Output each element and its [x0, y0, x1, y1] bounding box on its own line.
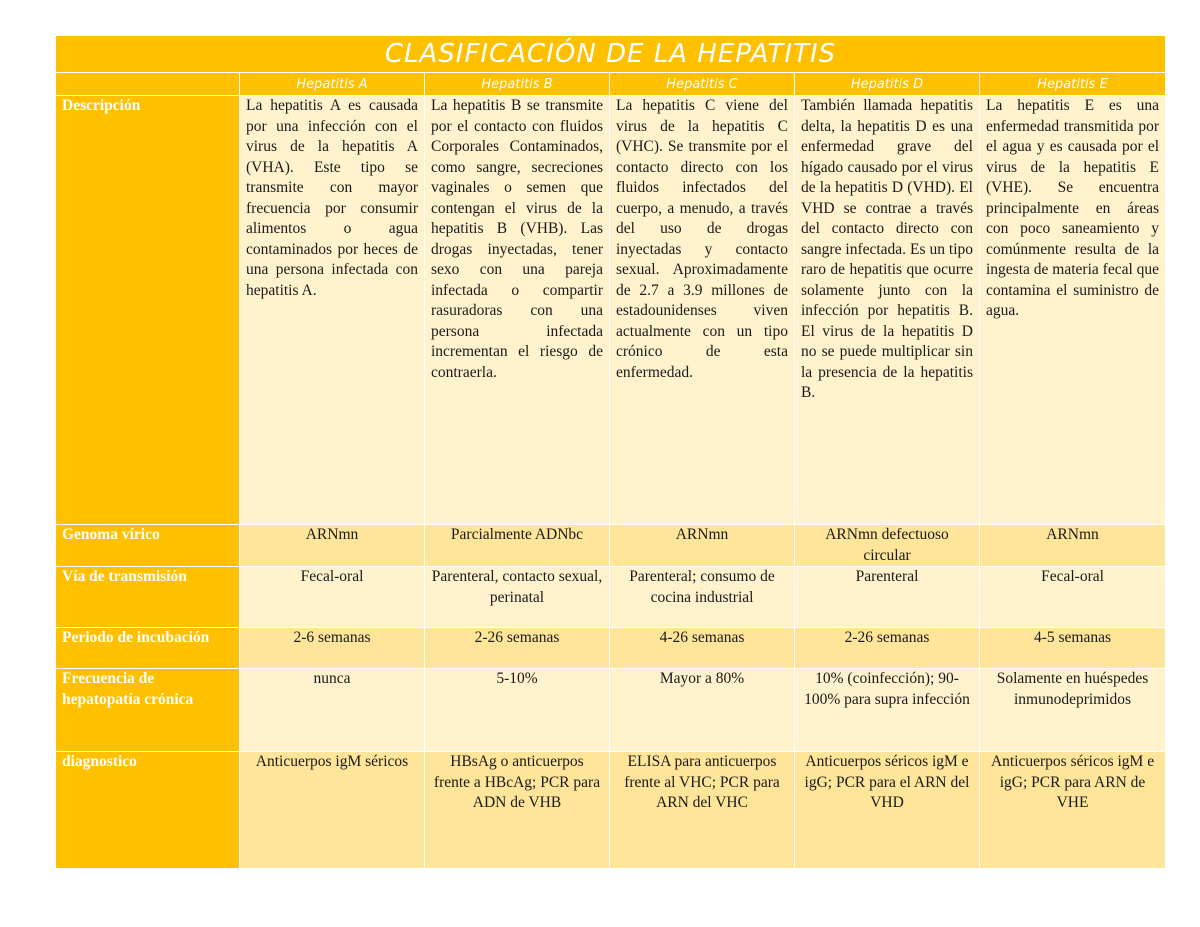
document-page	[55, 35, 1165, 869]
cell-diagnostico-a: Anticuerpos igM séricos	[240, 752, 425, 869]
cell-descripcion-d: También llamada hepatitis delta, la hepatitis D es una enfermedad grave del hígado causado por el virus de la hepatitis D (VHD). El VHD se contrae a través del contacto directo con sangre infectada. Es un tipo raro de hepatitis que ocurre solamente junto con la infección por hepatitis B. El virus de la hepatitis D no se puede multiplicar sin la presencia de la hepatitis B.	[795, 96, 980, 525]
cell-periodo-a: 2-6 semanas	[240, 628, 425, 669]
column-header-hepatitis-d	[795, 73, 980, 96]
cell-diagnostico-e: Anticuerpos séricos igM e igG; PCR para ARN de VHE	[980, 752, 1166, 869]
column-header-label: Hepatitis A	[296, 76, 368, 92]
column-header-label: Hepatitis E	[1037, 76, 1108, 92]
table-title: CLASIFICACIÓN DE LA HEPATITIS	[384, 39, 837, 69]
table-row-diagnostico	[56, 752, 1166, 869]
row-header-via: Vía de transmisión	[56, 567, 240, 628]
column-header-hepatitis-b	[425, 73, 610, 96]
cell-descripcion-a: La hepatitis A es causada por una infección con el virus de la hepatitis A (VHA). Este tipo se transmite con mayor frecuencia por consumir alimentos o agua contaminados por heces de una persona infectada con hepatitis A.	[240, 96, 425, 525]
cell-via-b: Parenteral, contacto sexual, perinatal	[425, 567, 610, 628]
column-header-label: Hepatitis C	[666, 76, 738, 92]
cell-genoma-e: ARNmn	[980, 525, 1166, 567]
row-header-descripcion: Descripción	[56, 96, 240, 525]
column-header-row	[56, 73, 1166, 96]
table-row-descripcion	[56, 96, 1166, 525]
column-header-hepatitis-a	[240, 73, 425, 96]
row-header-genoma: Genoma vírico	[56, 525, 240, 567]
cell-genoma-a: ARNmn	[240, 525, 425, 567]
cell-diagnostico-d: Anticuerpos séricos igM e igG; PCR para el ARN del VHD	[795, 752, 980, 869]
cell-descripcion-e: La hepatitis E es una enfermedad transmitida por el agua y es causada por el virus de la hepatitis E (VHE). Se encuentra principalmente en áreas con poco saneamiento y comúnmente resulta de la ingesta de materia fecal que contamina el suministro de agua.	[980, 96, 1166, 525]
cell-via-e: Fecal-oral	[980, 567, 1166, 628]
cell-frecuencia-a: nunca	[240, 669, 425, 752]
cell-periodo-c: 4-26 semanas	[610, 628, 795, 669]
table-row-via	[56, 567, 1166, 628]
table-row-frecuencia	[56, 669, 1166, 752]
cell-via-d: Parenteral	[795, 567, 980, 628]
cell-via-a: Fecal-oral	[240, 567, 425, 628]
row-header-frecuencia: Frecuencia de hepatopatía crónica	[56, 669, 240, 752]
table-row-periodo	[56, 628, 1166, 669]
cell-diagnostico-c: ELISA para anticuerpos frente al VHC; PCR para ARN del VHC	[610, 752, 795, 869]
cell-frecuencia-b: 5-10%	[425, 669, 610, 752]
column-header-label: Hepatitis D	[850, 76, 924, 92]
cell-via-c: Parenteral; consumo de cocina industrial	[610, 567, 795, 628]
hepatitis-classification-table	[55, 35, 1166, 869]
cell-genoma-d: ARNmn defectuoso circular	[795, 525, 980, 567]
cell-frecuencia-c: Mayor a 80%	[610, 669, 795, 752]
title-row	[56, 36, 1166, 73]
cell-descripcion-b: La hepatitis B se transmite por el contacto con fluidos Corporales Contaminados, como sangre, secreciones vaginales o semen que contengan el virus de la hepatitis B (VHB). Las drogas inyectadas, tener sexo con una pareja infectada o compartir rasuradoras con una persona infectada incrementan el riesgo de contraerla.	[425, 96, 610, 525]
cell-diagnostico-b: HBsAg o anticuerpos frente a HBcAg; PCR para ADN de VHB	[425, 752, 610, 869]
cell-periodo-d: 2-26 semanas	[795, 628, 980, 669]
cell-frecuencia-d: 10% (coinfección); 90-100% para supra infección	[795, 669, 980, 752]
column-header-hepatitis-c	[610, 73, 795, 96]
cell-frecuencia-e: Solamente en huéspedes inmunodeprimidos	[980, 669, 1166, 752]
corner-cell	[56, 73, 240, 96]
row-header-diagnostico: diagnostico	[56, 752, 240, 869]
cell-periodo-b: 2-26 semanas	[425, 628, 610, 669]
cell-periodo-e: 4-5 semanas	[980, 628, 1166, 669]
cell-genoma-c: ARNmn	[610, 525, 795, 567]
row-header-periodo: Periodo de incubación	[56, 628, 240, 669]
table-row-genoma	[56, 525, 1166, 567]
column-header-hepatitis-e	[980, 73, 1166, 96]
table-title-cell	[56, 36, 1166, 73]
cell-descripcion-c: La hepatitis C viene del virus de la hepatitis C (VHC). Se transmite por el contacto directo con los fluidos infectados del cuerpo, a menudo, a través del uso de drogas inyectadas y contacto sexual. Aproximadamente de 2.7 a 3.9 millones de estadounidenses viven actualmente con un tipo crónico de esta enfermedad.	[610, 96, 795, 525]
cell-genoma-b: Parcialmente ADNbc	[425, 525, 610, 567]
column-header-label: Hepatitis B	[481, 76, 553, 92]
